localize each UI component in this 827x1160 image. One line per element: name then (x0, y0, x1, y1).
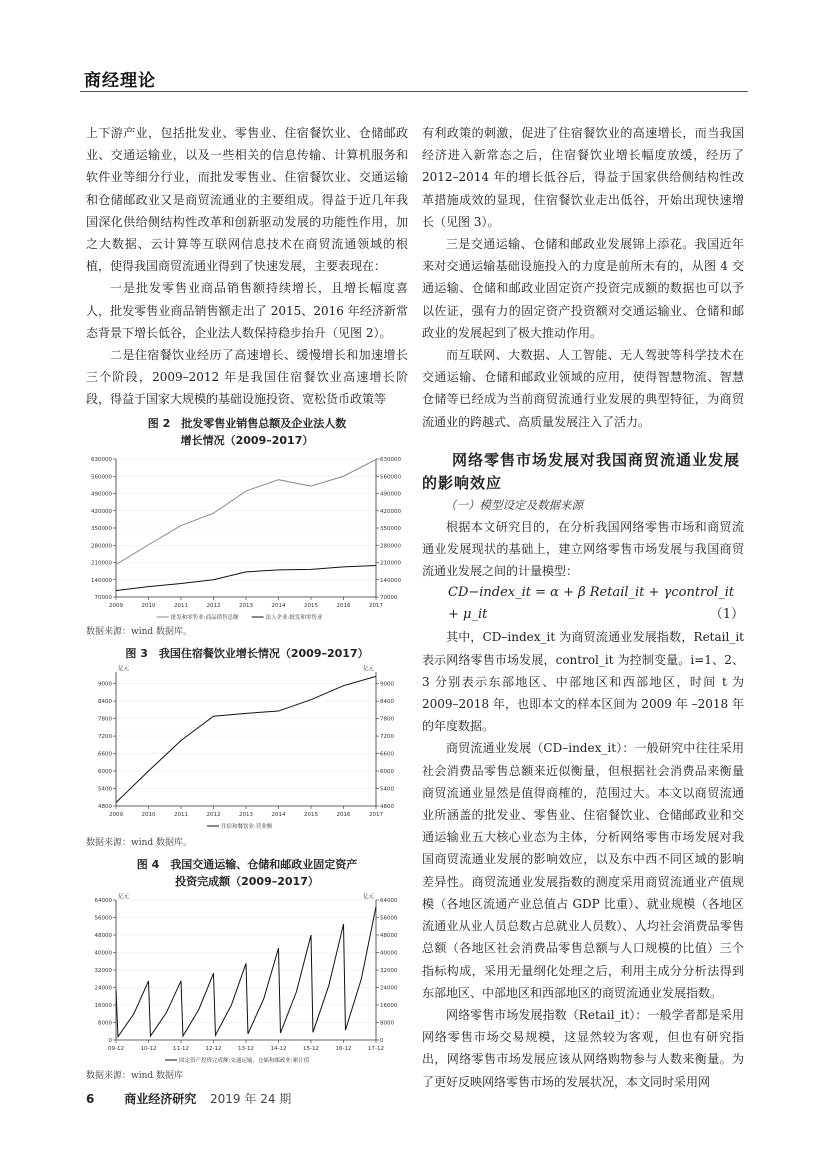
figure4-title-line1: 图 4 我国交通运输、仓储和邮政业固定资产 (136, 857, 358, 871)
unit-label-right: 亿元 (362, 893, 374, 900)
right-column (422, 122, 744, 1093)
y-tick-label: 6000 (98, 768, 112, 775)
y-tick-label: 32000 (94, 967, 112, 974)
y-tick-label: 630000 (91, 456, 112, 463)
y-tick-label: 560000 (91, 473, 112, 480)
y-tick-label: 64000 (94, 897, 112, 904)
x-tick-label: 12-12 (205, 1045, 222, 1052)
figure4-source: 数据来源：wind 数据库 (86, 1070, 184, 1081)
unit-label: 亿元 (118, 665, 130, 672)
issue-info: 2019 年 24 期 (210, 1092, 292, 1106)
series-line-1 (116, 565, 376, 590)
legend-label: 批发和零售业:商品销售总额 (170, 614, 239, 621)
y-tick-label-right: 6600 (380, 751, 394, 758)
journal-name: 商业经济研究 (124, 1092, 197, 1106)
figure2-title-line1: 图 2 批发零售业销售总额及企业法人数 (147, 416, 347, 430)
x-tick-label: 2009 (109, 811, 123, 818)
figure2-chart (86, 451, 408, 623)
y-tick-label-right: 7800 (380, 716, 394, 723)
y-tick-label-right: 6000 (380, 768, 394, 775)
section-title: 网络零售市场发展对我国商贸流通业发展的影响效应 (422, 450, 741, 492)
figure3-title: 图 3 我国住宿餐饮业增长情况（2009–2017） (125, 646, 369, 660)
y-tick-label: 5400 (98, 786, 112, 793)
y-tick-label: 40000 (94, 950, 112, 957)
y-tick-label: 7200 (98, 733, 112, 740)
y-tick-label: 70000 (94, 594, 112, 601)
x-tick-label: 2011 (174, 602, 188, 609)
body-paragraph: 其中，CD–index_it 为商贸流通业发展指数，Retail_it 表示网络零售市场发展，control_it 为控制变量。i=1、2、3 分别表示东部地区、中部地区和西部地区，时间 t 为 2009–2018 年，也即本文的样本区间为 2009 年 –2018 年的年度数据。 (422, 630, 744, 734)
x-tick-label: 17-12 (368, 1045, 384, 1052)
y-tick-label: 350000 (91, 525, 112, 532)
y-tick-label-right: 490000 (380, 491, 401, 498)
figure2-title (86, 415, 408, 449)
figure4-chart (86, 892, 408, 1067)
x-tick-label: 15-12 (303, 1045, 319, 1052)
y-tick-label-right: 8000 (380, 1020, 394, 1027)
x-tick-label: 2015 (304, 811, 318, 818)
series-line-0 (116, 459, 376, 564)
x-tick-label: 2013 (239, 811, 253, 818)
y-tick-label: 9000 (98, 681, 112, 688)
y-tick-label: 420000 (91, 508, 112, 515)
y-tick-label-right: 64000 (380, 897, 398, 904)
body-paragraph: 网络零售市场发展指数（Retail_it）：一般学者都是采用网络零售市场交易规模，这显然较为客观，但也有研究指出，网络零售市场发展应该从网络购物参与人数来衡量。为了更好反映网络零售市场的发展状况，本文同时采用网 (422, 1007, 744, 1089)
figure2-source: 数据来源：wind 数据库。 (86, 626, 193, 637)
y-tick-label-right: 420000 (380, 508, 401, 515)
y-tick-label: 490000 (91, 491, 112, 498)
y-tick-label: 56000 (94, 915, 112, 922)
y-tick-label-right: 5400 (380, 786, 394, 793)
x-tick-label: 2016 (336, 811, 351, 818)
x-tick-label: 11-12 (173, 1045, 189, 1052)
page-footer (86, 1090, 291, 1107)
y-tick-label-right: 40000 (380, 950, 398, 957)
y-tick-label: 140000 (91, 577, 112, 584)
y-tick-label-right: 24000 (380, 985, 398, 992)
y-tick-label: 6600 (98, 751, 112, 758)
unit-label-right: 亿元 (362, 665, 374, 672)
legend-label: 法人企业:批发和零售业 (265, 614, 323, 621)
x-tick-label: 13-12 (238, 1045, 254, 1052)
series-line-0 (116, 906, 376, 1036)
body-paragraph: 有利政策的刺激，促进了住宿餐饮业的高速增长，而当我国经济进入新常态之后，住宿餐饮业增长幅度放缓，经历了 2012–2014 年的增长低谷后，得益于国家供给侧结构性改革措施成效的显现，住宿餐饮业走出低谷，开始出现快速增长（见图 3）。 (422, 126, 744, 229)
y-tick-label-right: 4800 (380, 803, 394, 810)
x-tick-label: 2009 (109, 602, 123, 609)
y-tick-label: 16000 (94, 1002, 112, 1009)
body-paragraph: 根据本文研究目的，在分析我国网络零售市场和商贸流通业发展现状的基础上，建立网络零售市场发展与我国商贸流通业发展之间的计量模型： (422, 519, 744, 579)
unit-label: 亿元 (118, 893, 130, 900)
body-paragraph: 三是交通运输、仓储和邮政业发展锦上添花。我国近年来对交通运输基础设施投入的力度是前所未有的，从图 4 交通运输、仓储和邮政业固定资产投资完成额的数据也可以予以佐证，强有力的固定资产投资额对交通运输业、仓储和邮政业的发展起到了极大推动作用。 (422, 237, 744, 340)
x-tick-label: 2014 (271, 602, 286, 609)
y-tick-label-right: 630000 (380, 456, 401, 463)
y-tick-label-right: 32000 (380, 967, 398, 974)
body-paragraph: 商贸流通业发展（CD–index_it）：一般研究中往往采用社会消费品零售总额来近似衡量，但根据社会消费品来衡量商贸流通业显然是值得商榷的，范围过大。本文以商贸流通业所涵盖的批发业、零售业、住宿餐饮业、仓储邮政业和交通运输业五大核心业态为主体，分析网络零售市场发展对我国商贸流通业发展的影响效应，以及东中西不同区域的影响差异性。商贸流通业发展指数的测度采用商贸流通业产值规模（各地区流通产业总值占 GDP 比重）、就业规模（各地区流通业从业人员总数占总就业人员数）、人均社会消费品零售总额（各地区社会消费品零售总额与人口规模的比值）三个指标构成，采用无量纲化处理之后，利用主成分分析法得到东部地区、中部地区和西部地区的商贸流通业发展指数。 (422, 741, 744, 1000)
y-tick-label: 24000 (94, 985, 112, 992)
y-tick-label: 7800 (98, 716, 112, 723)
body-paragraph: 二是住宿餐饮业经历了高速增长、缓慢增长和加速增长三个阶段，2009–2012 年是我国住宿餐饮业高速增长阶段，得益于国家大规模的基础设施投资、宽松货币政策等 (86, 348, 408, 407)
y-tick-label: 210000 (91, 560, 112, 567)
equation-number: （1） (709, 607, 744, 623)
x-tick-label: 2013 (239, 602, 253, 609)
subsection-title: （一）模型设定及数据来源 (445, 497, 583, 512)
y-tick-label: 48000 (94, 932, 112, 939)
y-tick-label-right: 9000 (380, 681, 394, 688)
figure4-title (86, 856, 408, 890)
y-tick-label-right: 16000 (380, 1002, 398, 1009)
y-tick-label-right: 8400 (380, 698, 394, 705)
y-tick-label: 8000 (98, 1020, 112, 1027)
x-tick-label: 2016 (336, 602, 351, 609)
page-number: 6 (86, 1092, 95, 1106)
x-tick-label: 16-12 (335, 1045, 352, 1052)
figure2-title-line2: 增长情况（2009–2017） (180, 433, 314, 447)
figure3-source: 数据来源：wind 数据库。 (86, 837, 193, 848)
left-column (86, 122, 408, 1089)
y-tick-label-right: 7200 (380, 733, 394, 740)
y-tick-label: 280000 (91, 542, 112, 549)
y-tick-label-right: 0 (380, 1037, 384, 1044)
x-tick-label: 2010 (141, 811, 156, 818)
x-tick-label: 2011 (174, 811, 188, 818)
x-tick-label: 2017 (369, 602, 383, 609)
body-paragraph: 上下游产业，包括批发业、零售业、住宿餐饮业、仓储邮政业、交通运输业，以及一些相关的信息传输、计算机服务和软件业等细分行业，而批发零售业、住宿餐饮业、交通运输和仓储邮政业又是商贸流通业的主要组成。得益于近几年我国深化供给侧结构性改革和创新驱动发展的功能性作用，加之大数据、云计算等互联网信息技术在商贸流通领域的根植，使得我国商贸流通业得到了快速发展，主要表现在： (86, 126, 408, 274)
x-tick-label: 10-12 (140, 1045, 157, 1052)
figure3-chart (86, 664, 408, 834)
running-header: 商经理论 (84, 71, 156, 91)
x-tick-label: 2010 (141, 602, 156, 609)
x-tick-label: 2012 (206, 602, 221, 609)
x-tick-label: 09-12 (108, 1045, 124, 1052)
y-tick-label-right: 280000 (380, 542, 401, 549)
body-paragraph: 而互联网、大数据、人工智能、无人驾驶等科学技术在交通运输、仓储和邮政业领域的应用，使得智慧物流、智慧仓储等已经成为当前商贸流通行业发展的典型特征，为商贸流通业的跨越式、高质量发展注入了活力。 (422, 348, 744, 429)
y-tick-label-right: 56000 (380, 915, 398, 922)
figure4-title-line2: 投资完成额（2009–2017） (175, 874, 319, 888)
legend-label: 固定资产投资完成额:交通运输、仓储和邮政业:累计值 (179, 1057, 310, 1064)
equation (422, 582, 744, 626)
y-tick-label: 4800 (98, 803, 112, 810)
y-tick-label: 8400 (98, 698, 112, 705)
y-tick-label-right: 140000 (380, 577, 401, 584)
header-rule (80, 91, 748, 92)
x-tick-label: 2014 (271, 811, 286, 818)
x-tick-label: 2015 (304, 602, 318, 609)
series-line-0 (116, 676, 376, 802)
y-tick-label-right: 70000 (380, 594, 398, 601)
equation-body: CD−index_it = α + β Retail_it + γcontrol_it + μ_it (448, 585, 735, 623)
y-tick-label-right: 48000 (380, 932, 398, 939)
y-tick-label-right: 560000 (380, 473, 401, 480)
body-paragraph: 一是批发零售业商品销售额持续增长，且增长幅度喜人，批发零售业商品销售额走出了 2015、2016 年经济新常态背景下增长低谷，企业法人数保持稳步抬升（见图 2）。 (86, 281, 408, 340)
y-tick-label-right: 210000 (380, 560, 401, 567)
legend-label: 住宿和餐饮业:营业额 (221, 823, 273, 830)
y-tick-label: 0 (108, 1037, 112, 1044)
x-tick-label: 14-12 (270, 1045, 287, 1052)
x-tick-label: 2017 (369, 811, 383, 818)
y-tick-label-right: 350000 (380, 525, 401, 532)
x-tick-label: 2012 (206, 811, 221, 818)
